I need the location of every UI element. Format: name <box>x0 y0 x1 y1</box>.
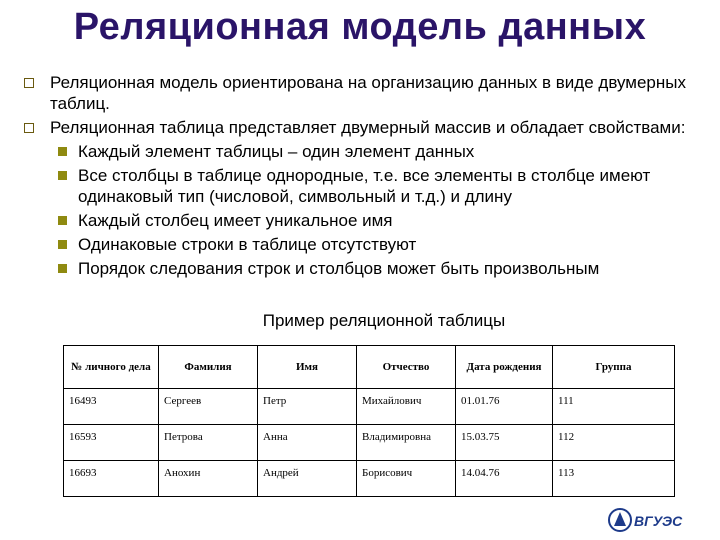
sub-bullet-item: Каждый элемент таблицы – один элемент данных <box>22 141 702 162</box>
column-header: Дата рождения <box>456 346 553 389</box>
table-cell: 112 <box>553 425 675 461</box>
table-cell: 16593 <box>64 425 159 461</box>
table-row <box>64 389 675 425</box>
table-cell: Сергеев <box>159 389 258 425</box>
filled-square-bullet-icon <box>58 216 67 225</box>
filled-square-bullet-icon <box>58 264 67 273</box>
table-cell: 16493 <box>64 389 159 425</box>
table-row <box>64 461 675 497</box>
table-cell: Анохин <box>159 461 258 497</box>
hollow-square-bullet-icon <box>24 123 34 133</box>
filled-square-bullet-icon <box>58 171 67 180</box>
column-header: Группа <box>553 346 675 389</box>
table-cell: Петр <box>258 389 357 425</box>
table-cell: Андрей <box>258 461 357 497</box>
table-cell: Михайлович <box>357 389 456 425</box>
column-header: Имя <box>258 346 357 389</box>
relational-table <box>63 345 675 497</box>
sub-bullet-item: Порядок следования строк и столбцов может быть произвольным <box>22 258 702 279</box>
bullet-item: Реляционная модель ориентирована на организацию данных в виде двумерных таблиц. <box>22 72 702 114</box>
table-cell: 15.03.75 <box>456 425 553 461</box>
table-header-row <box>64 346 675 389</box>
table-cell: 16693 <box>64 461 159 497</box>
table-cell: 14.04.76 <box>456 461 553 497</box>
column-header: Фамилия <box>159 346 258 389</box>
table-cell: Петрова <box>159 425 258 461</box>
filled-square-bullet-icon <box>58 240 67 249</box>
sub-bullet-item: Каждый столбец имеет уникальное имя <box>22 210 702 231</box>
slide-title: Реляционная модель данных <box>73 6 647 48</box>
table-row <box>64 425 675 461</box>
table-cell: 111 <box>553 389 675 425</box>
bullet-list <box>22 72 702 282</box>
sub-bullet-item: Все столбцы в таблице однородные, т.е. все элементы в столбце имеют одинаковый тип (числовой, символьный и т.д.) и длину <box>22 165 702 207</box>
column-header: № личного дела <box>64 346 159 389</box>
table-caption: Пример реляционной таблицы <box>262 311 506 330</box>
logo-text: ВГУЭС <box>634 513 683 529</box>
column-header: Отчество <box>357 346 456 389</box>
table-cell: 113 <box>553 461 675 497</box>
university-logo <box>606 504 692 536</box>
hollow-square-bullet-icon <box>24 78 34 88</box>
table-cell: 01.01.76 <box>456 389 553 425</box>
table-cell: Владимировна <box>357 425 456 461</box>
table-cell: Борисович <box>357 461 456 497</box>
sub-bullet-item: Одинаковые строки в таблице отсутствуют <box>22 234 702 255</box>
logo-emblem-icon <box>609 509 631 531</box>
filled-square-bullet-icon <box>58 147 67 156</box>
table-cell: Анна <box>258 425 357 461</box>
bullet-item: Реляционная таблица представляет двумерный массив и обладает свойствами: <box>22 117 702 138</box>
